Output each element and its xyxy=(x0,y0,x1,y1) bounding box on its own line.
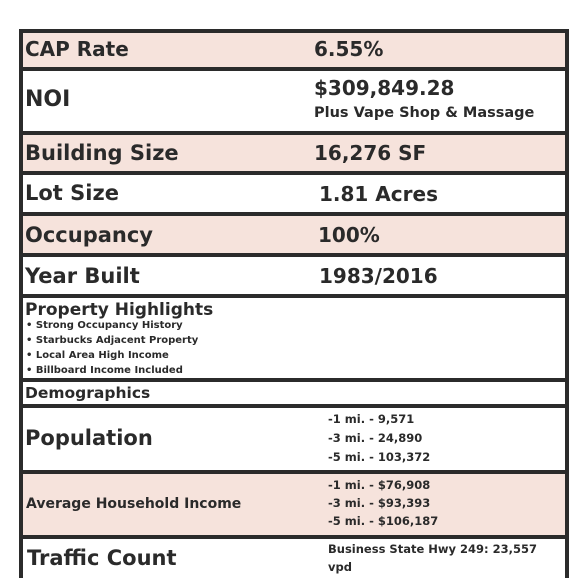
population-label: Population xyxy=(25,426,153,450)
row-demographics xyxy=(23,382,565,404)
lot-size-value: 1.81 Acres xyxy=(319,182,438,206)
highlight-item: • Local Area High Income xyxy=(26,350,169,361)
building-size-label: Building Size xyxy=(25,141,179,165)
traffic-count-unit: vpd xyxy=(328,560,352,574)
highlight-item: • Starbucks Adjacent Property xyxy=(26,335,199,346)
highlight-item: • Billboard Income Included xyxy=(26,365,183,376)
row-property-highlights xyxy=(23,298,565,378)
lot-size-label: Lot Size xyxy=(25,181,119,205)
population-line: -5 mi. - 103,372 xyxy=(328,450,431,464)
row-year-built xyxy=(23,257,565,294)
cap-rate-label: CAP Rate xyxy=(25,37,129,61)
noi-value: $309,849.28 xyxy=(314,76,455,100)
traffic-count-line: Business State Hwy 249: 23,557 xyxy=(328,542,537,556)
row-population xyxy=(23,408,565,470)
demographics-title: Demographics xyxy=(25,384,151,402)
household-income-line: -5 mi. - $106,187 xyxy=(328,514,439,528)
row-traffic-count xyxy=(23,539,565,578)
population-line: -3 mi. - 24,890 xyxy=(328,431,423,445)
year-built-label: Year Built xyxy=(25,264,140,288)
row-occupancy xyxy=(23,216,565,253)
year-built-value: 1983/2016 xyxy=(319,264,438,288)
row-household-income xyxy=(23,474,565,535)
row-noi xyxy=(23,71,565,131)
household-income-label: Average Household Income xyxy=(26,496,242,512)
row-building-size xyxy=(23,135,565,171)
noi-note: Plus Vape Shop & Massage xyxy=(314,105,535,121)
household-income-line: -3 mi. - $93,393 xyxy=(328,496,431,510)
occupancy-label: Occupancy xyxy=(25,223,153,247)
building-size-value: 16,276 SF xyxy=(314,141,427,165)
occupancy-value: 100% xyxy=(318,223,380,247)
noi-label: NOI xyxy=(25,87,71,112)
row-cap-rate xyxy=(23,33,565,67)
traffic-count-label: Traffic Count xyxy=(27,546,177,570)
highlights-title: Property Highlights xyxy=(25,300,214,320)
row-lot-size xyxy=(23,175,565,212)
household-income-line: -1 mi. - $76,908 xyxy=(328,478,431,492)
population-line: -1 mi. - 9,571 xyxy=(328,412,415,426)
property-info-table xyxy=(19,29,569,578)
highlight-item: • Strong Occupancy History xyxy=(26,320,183,331)
cap-rate-value: 6.55% xyxy=(314,37,384,61)
